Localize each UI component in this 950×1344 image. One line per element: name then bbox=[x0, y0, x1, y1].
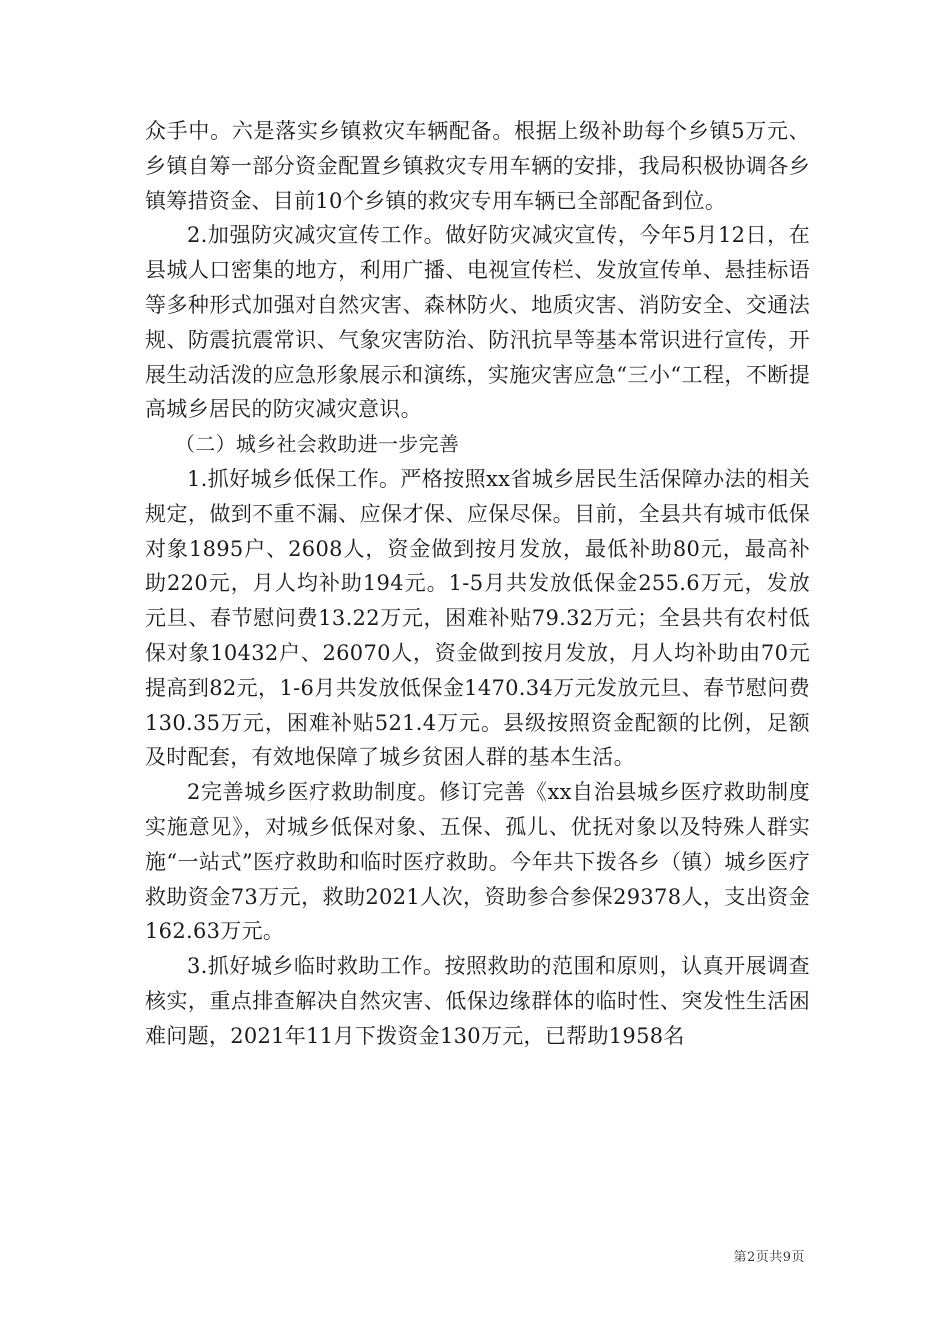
paragraph-temporary-assistance: 3.抓好城乡临时救助工作。按照救助的范围和原则，认真开展调查核实，重点排查解决自然灾害、低保边缘群体的临时性、突发性生活困难问题，2021年11月下拨资金130万元，已帮助1958名 bbox=[145, 954, 810, 1048]
page-number: 第2页共9页 bbox=[733, 1250, 805, 1265]
paragraph-minimum-living: 1.抓好城乡低保工作。严格按照xx省城乡居民生活保障办法的相关规定，做到不重不漏、应保才保、应保尽保。目前，全县共有城市低保对象1895户、2608人，资金做到按月发放，最低补助80元，最高补助220元，月人均补助194元。1-5月共发放低保金255.6万元，发放元旦、春节慰问费13.22万元，困难补贴79.32万元；全县共有农村低保对象10432户、26070人，资金做到按月发放，月人均补助由70元提高到82元，1-6月共发放低保金1470.34万元发放元旦、春节慰问费130.35万元，困难补贴521.4万元。县级按照资金配额的比例，足额及时配套，有效地保障了城乡贫困人群的基本生活。 bbox=[145, 466, 810, 770]
paragraph-medical-assistance: 2完善城乡医疗救助制度。修订完善《xx自治县城乡医疗救助制度实施意见》，对城乡低保对象、五保、孤儿、优抚对象以及特殊人群实施“一站式”医疗救助和临时医疗救助。今年共下拨各乡（镇）城乡医疗救助资金73万元，救助2021人次，资助参合参保29378人，支出资金162.63万元。 bbox=[145, 780, 810, 944]
paragraph-disaster-publicity: 2.加强防灾减灾宣传工作。做好防灾减灾宣传，今年5月12日，在县城人口密集的地方，利用广播、电视宣传栏、发放宣传单、悬挂标语等多种形式加强对自然灾害、森林防火、地质灾害、消防安全、交通法规、防震抗震常识、气象灾害防治、防汛抗旱等基本常识进行宣传，开展生动活泼的应急形象展示和演练，实施灾害应急“三小“工程，不断提高城乡居民的防灾减灾意识。 bbox=[145, 223, 810, 422]
section-heading: （二）城乡社会救助进一步完善 bbox=[175, 432, 460, 457]
document-body bbox=[145, 114, 810, 1054]
paragraph-continued: 众手中。六是落实乡镇救灾车辆配备。根据上级补助每个乡镇5万元、乡镇自筹一部分资金配置乡镇救灾专用车辆的安排，我局积极协调各乡镇筹措资金、目前10个乡镇的救灾专用车辆已全部配备到位。 bbox=[145, 119, 810, 213]
